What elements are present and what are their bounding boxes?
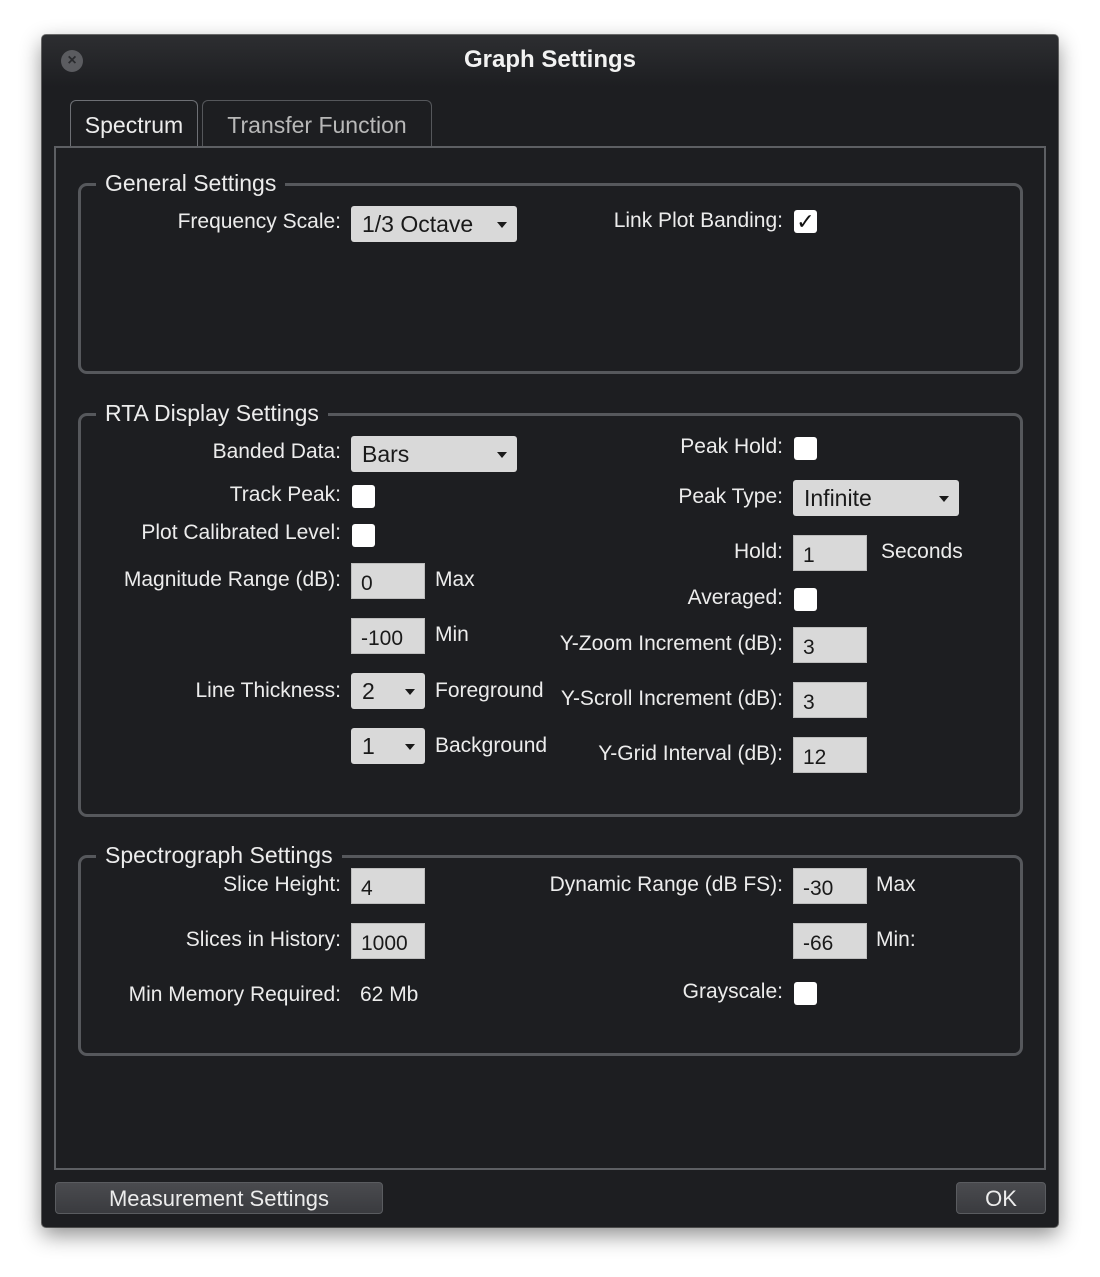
chevron-down-icon xyxy=(497,222,507,228)
y-grid-interval-label: Y-Grid Interval (dB): xyxy=(598,742,783,765)
dynamic-range-min-input[interactable]: -66 xyxy=(793,923,867,959)
window-title: Graph Settings xyxy=(463,46,637,73)
y-zoom-increment-input[interactable]: 3 xyxy=(793,627,867,663)
graph-settings-window xyxy=(42,35,1058,1227)
averaged-checkbox[interactable] xyxy=(794,588,817,611)
banded-data-select[interactable] xyxy=(351,436,517,472)
plot-calibrated-level-label: Plot Calibrated Level: xyxy=(141,521,341,544)
y-scroll-increment-input[interactable]: 3 xyxy=(793,682,867,718)
frequency-scale-select[interactable] xyxy=(351,206,517,242)
magnitude-max-input[interactable]: 0 xyxy=(351,563,425,599)
hold-input[interactable]: 1 xyxy=(793,535,867,571)
slices-in-history-input[interactable]: 1000 xyxy=(351,923,425,959)
line-foreground-label: Foreground xyxy=(435,679,544,702)
y-scroll-increment-label: Y-Scroll Increment (dB): xyxy=(560,687,783,710)
peak-type-label: Peak Type: xyxy=(678,485,783,508)
hold-label: Hold: xyxy=(733,540,783,563)
dynamic-range-max-input[interactable]: -30 xyxy=(793,868,867,904)
tab-transfer-function[interactable]: Transfer Function xyxy=(202,100,432,146)
line-foreground-select[interactable] xyxy=(351,673,425,709)
banded-data-value: Bars xyxy=(362,441,410,467)
chevron-down-icon xyxy=(497,452,507,458)
averaged-label: Averaged: xyxy=(687,586,783,609)
link-plot-banding-label: Link Plot Banding: xyxy=(613,209,783,232)
tab-spectrum[interactable]: Spectrum xyxy=(70,100,198,146)
banded-data-label: Banded Data: xyxy=(212,440,341,463)
general-settings-title: General Settings xyxy=(96,168,285,198)
link-plot-banding-checkbox[interactable] xyxy=(794,210,817,233)
tab-content-panel xyxy=(54,146,1046,1170)
peak-type-select[interactable] xyxy=(793,480,959,516)
magnitude-min-input[interactable]: -100 xyxy=(351,618,425,654)
magnitude-range-label: Magnitude Range (dB): xyxy=(123,568,341,591)
grayscale-label: Grayscale: xyxy=(682,980,783,1003)
track-peak-checkbox[interactable] xyxy=(352,485,375,508)
rta-display-settings-group xyxy=(78,400,1023,817)
frequency-scale-label: Frequency Scale: xyxy=(177,210,341,233)
spectrograph-settings-title: Spectrograph Settings xyxy=(96,840,342,870)
plot-calibrated-level-checkbox[interactable] xyxy=(352,524,375,547)
peak-hold-label: Peak Hold: xyxy=(680,435,783,458)
slice-height-input[interactable]: 4 xyxy=(351,868,425,904)
slice-height-label: Slice Height: xyxy=(223,873,341,896)
peak-hold-checkbox[interactable] xyxy=(794,437,817,460)
frequency-scale-value: 1/3 Octave xyxy=(362,211,474,237)
y-zoom-increment-label: Y-Zoom Increment (dB): xyxy=(559,632,783,655)
line-background-label: Background xyxy=(435,734,548,757)
chevron-down-icon xyxy=(405,744,415,750)
rta-display-settings-title: RTA Display Settings xyxy=(96,398,328,428)
measurement-settings-button[interactable]: Measurement Settings xyxy=(55,1182,383,1214)
close-icon[interactable]: × xyxy=(61,50,83,72)
dynamic-range-label: Dynamic Range (dB FS): xyxy=(549,873,783,896)
grayscale-checkbox[interactable] xyxy=(794,982,817,1005)
line-thickness-label: Line Thickness: xyxy=(195,679,341,702)
peak-type-value: Infinite xyxy=(804,485,872,511)
min-memory-label: Min Memory Required: xyxy=(128,983,341,1006)
general-settings-group xyxy=(78,170,1023,374)
chevron-down-icon xyxy=(939,496,949,502)
dynamic-range-max-label: Max xyxy=(876,873,916,896)
magnitude-min-label: Min xyxy=(435,623,469,646)
line-foreground-value: 2 xyxy=(362,678,375,704)
ok-button[interactable]: OK xyxy=(956,1182,1046,1214)
spectrograph-settings-group xyxy=(78,842,1023,1056)
track-peak-label: Track Peak: xyxy=(229,483,341,506)
dynamic-range-min-label: Min: xyxy=(876,928,916,951)
chevron-down-icon xyxy=(405,689,415,695)
hold-unit-label: Seconds xyxy=(881,540,963,563)
slices-in-history-label: Slices in History: xyxy=(185,928,341,951)
line-background-select[interactable] xyxy=(351,728,425,764)
checkmark-icon: ✓ xyxy=(796,209,815,234)
title-bar xyxy=(42,35,1058,87)
magnitude-max-label: Max xyxy=(435,568,475,591)
min-memory-value: 62 Mb xyxy=(360,983,419,1006)
line-background-value: 1 xyxy=(362,733,375,759)
y-grid-interval-input[interactable]: 12 xyxy=(793,737,867,773)
